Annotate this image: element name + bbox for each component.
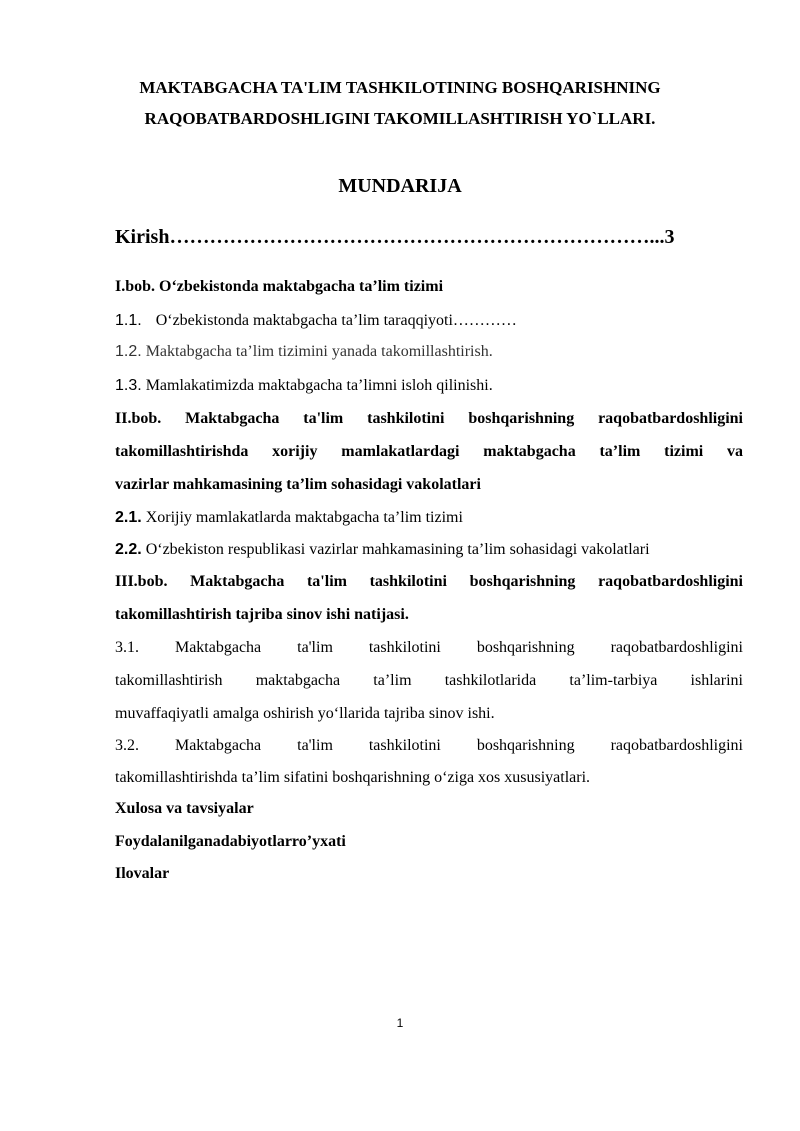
toc-intro-label: Kirish — [115, 226, 170, 248]
chapter-2-heading-line-3: vazirlar mahkamasining ta’lim sohasidagi vakolatlari — [115, 476, 481, 493]
toc-item-1-3 — [115, 376, 743, 396]
toc-item-number: 1.3. — [115, 377, 142, 394]
toc-intro — [115, 226, 745, 249]
document-title-line-2: RAQOBATBARDOSHLIGINI TAKOMILLASHTIRISH YO`LLARI. — [144, 109, 656, 128]
toc-item-3-1-line-3: muvaffaqiyatli amalga oshirish yo‘llarida tajriba sinov ishi. — [115, 705, 495, 722]
toc-references: Foydalanilganadabiyotlarro’yxati — [115, 833, 346, 850]
contents-heading: MUNDARIJA — [338, 175, 462, 197]
toc-intro-leader: ………………………………………………………………... — [169, 226, 665, 248]
toc-item-3-2-line-1: 3.2. Maktabgacha ta'lim tashkilotini boshqarishning raqobatbardoshligini — [115, 737, 743, 754]
toc-conclusion: Xulosa va tavsiyalar — [115, 800, 254, 817]
toc-item-2-2 — [115, 540, 743, 560]
toc-item-3-1-line-2: takomillashtirish maktabgacha ta’lim tashkilotlarida ta’lim-tarbiya ishlarini — [115, 672, 743, 689]
toc-item-1-1 — [115, 311, 743, 331]
chapter-3-heading-line-1: III.bob. Maktabgacha ta'lim tashkilotini boshqarishning raqobatbardoshligini — [115, 573, 743, 590]
toc-item-text: Maktabgacha ta’lim tizimini yanada takomillashtirish. — [145, 343, 493, 360]
toc-item-2-1 — [115, 508, 743, 528]
toc-item-text: O‘zbekistonda maktabgacha ta’lim taraqqiyoti………… — [155, 312, 517, 329]
page-number: 1 — [396, 1016, 404, 1030]
toc-intro-page: 3 — [664, 226, 675, 248]
document-title-line-1: MAKTABGACHA TA'LIM TASHKILOTINING BOSHQARISHNING — [139, 78, 661, 97]
toc-item-number: 2.2. — [115, 541, 142, 558]
toc-item-text: Xorijiy mamlakatlarda maktabgacha ta’lim tizimi — [145, 509, 463, 526]
toc-item-text: Mamlakatimizda maktabgacha ta’limni isloh qilinishi. — [145, 377, 493, 394]
toc-item-3-2-line-2: takomillashtirishda ta’lim sifatini boshqarishning o‘ziga xos xususiyatlari. — [115, 769, 591, 786]
chapter-1-heading: I.bob. O‘zbekistonda maktabgacha ta’lim tizimi — [115, 278, 444, 295]
chapter-2-heading-line-1: II.bob. Maktabgacha ta'lim tashkilotini boshqarishning raqobatbardoshligini — [115, 410, 743, 427]
toc-item-3-1-line-1: 3.1. Maktabgacha ta'lim tashkilotini boshqarishning raqobatbardoshligini — [115, 639, 743, 656]
toc-item-number: 2.1. — [115, 509, 142, 526]
toc-item-number: 1.2. — [115, 343, 142, 360]
chapter-2-heading-line-2: takomillashtirishda xorijiy mamlakatlardagi maktabgacha ta’lim tizimi va — [115, 443, 743, 460]
chapter-3-heading-line-2: takomillashtirish tajriba sinov ishi natijasi. — [115, 606, 409, 623]
toc-appendix: Ilovalar — [115, 865, 170, 882]
toc-item-number: 1.1. — [115, 312, 142, 329]
toc-item-text: O‘zbekiston respublikasi vazirlar mahkamasining ta’lim sohasidagi vakolatlari — [145, 541, 650, 558]
toc-item-1-2 — [115, 342, 743, 362]
